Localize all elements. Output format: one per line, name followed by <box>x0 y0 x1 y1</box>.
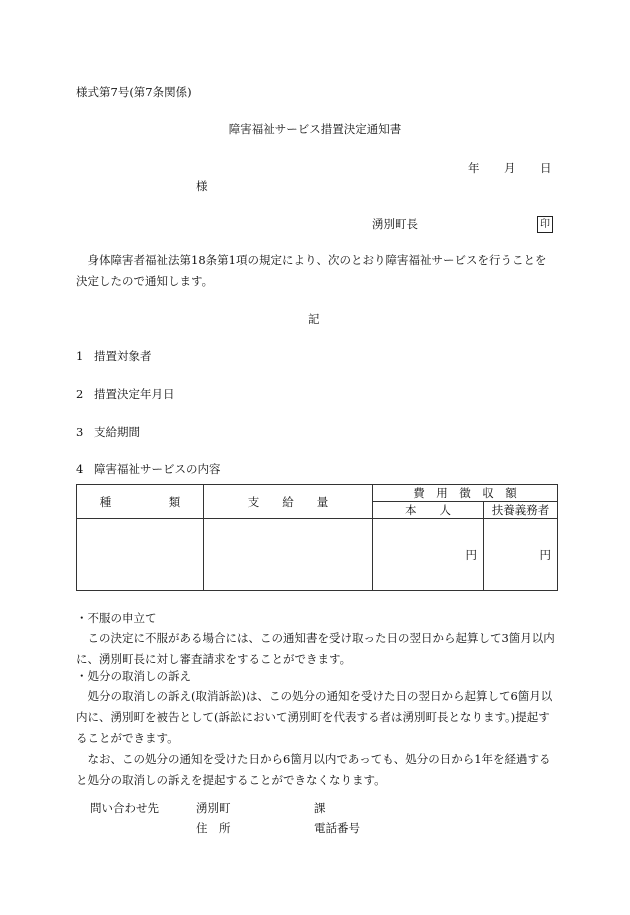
col-header-amount: 支 給 量 <box>204 485 373 519</box>
contact-label: 問い合わせ先 <box>90 801 159 815</box>
revocation-text-2: なお、この処分の通知を受けた日から6箇月以内であっても、処分の日から1年を経過すると処分の取消しの訴えを提起することができなくなります。 <box>76 752 551 787</box>
cell-type <box>77 519 204 591</box>
item-1-number: 1 <box>76 349 84 363</box>
item-1-label: 措置対象者 <box>94 349 152 363</box>
item-2-label: 措置決定年月日 <box>94 387 175 401</box>
ki-heading: 記 <box>308 312 320 326</box>
issuer: 湧別町長 <box>372 217 418 231</box>
service-table <box>76 484 558 591</box>
contact-town: 湧別町 <box>196 801 231 815</box>
contact-phone-label: 電話番号 <box>314 821 360 835</box>
item-3-label: 支給期間 <box>94 425 140 439</box>
item-3-number: 3 <box>76 425 84 439</box>
col-header-self: 本 人 <box>373 502 484 519</box>
cell-amount <box>204 519 373 591</box>
contact-address-label: 住 所 <box>196 821 231 835</box>
addressee-suffix: 様 <box>196 179 208 193</box>
objection-text: この決定に不服がある場合には、この通知書を受け取った日の翌日から起算して3箇月以内に、湧別町長に対し審査請求をすることができます。 <box>76 631 555 666</box>
date-day: 日 <box>540 161 552 175</box>
item-4-number: 4 <box>76 462 84 476</box>
body-text: 身体障害者福祉法第18条第1項の規定により、次のとおり障害福祉サービスを行うことを決定したので通知します。 <box>76 253 547 288</box>
cell-yen-self: 円 <box>373 519 484 591</box>
page-title: 障害福祉サービス措置決定通知書 <box>228 122 402 136</box>
item-4-label: 障害福祉サービスの内容 <box>94 462 221 476</box>
objection-heading: ・不服の申立て <box>76 611 157 625</box>
col-header-type: 種 類 <box>77 485 204 519</box>
date-year: 年 <box>468 161 480 175</box>
date-month: 月 <box>504 161 516 175</box>
col-header-fee: 費 用 徴 収 額 <box>373 485 558 502</box>
form-number: 様式第7号(第7条関係) <box>76 85 192 99</box>
col-header-supporter: 扶養義務者 <box>484 502 558 519</box>
revocation-heading: ・処分の取消しの訴え <box>76 669 191 683</box>
contact-section: 課 <box>314 801 326 815</box>
item-2-number: 2 <box>76 387 84 401</box>
cell-yen-supporter: 円 <box>484 519 558 591</box>
revocation-text-1: 処分の取消しの訴え(取消訴訟)は、この処分の通知を受けた日の翌日から起算して6箇月以内に、湧別町を被告として(訴訟において湧別町を代表する者は湧別町長となります。)提起することができます。 <box>76 689 553 745</box>
seal-mark: 印 <box>537 216 553 233</box>
